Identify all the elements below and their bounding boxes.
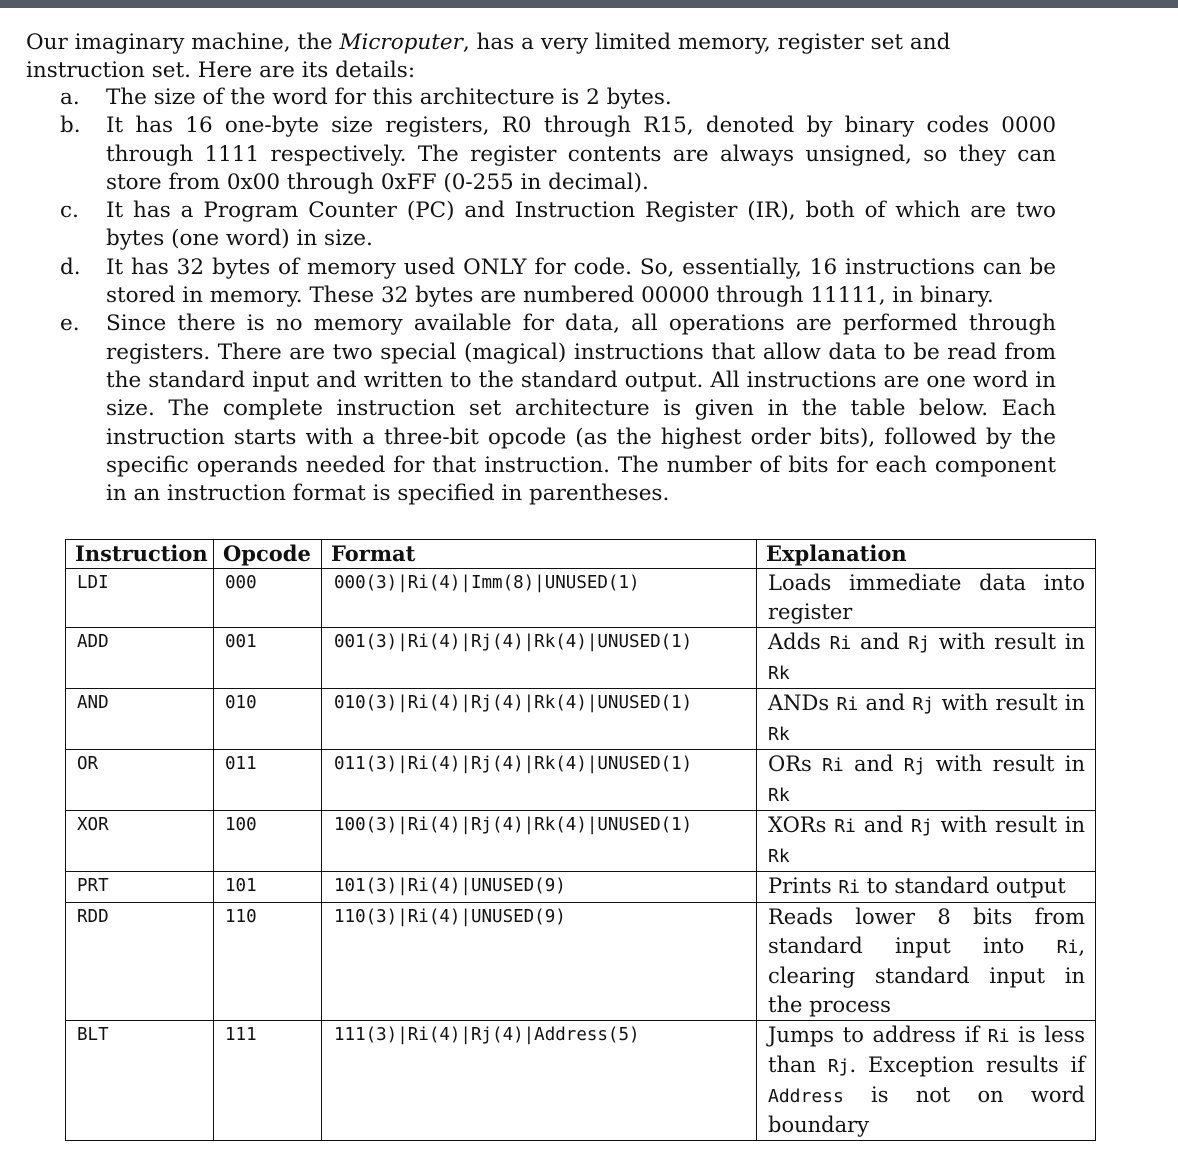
explanation-text: and: [851, 630, 909, 654]
explanation-text: , clearing standard input in the process: [768, 934, 1085, 1017]
explanation-text: with result in: [934, 691, 1085, 715]
list-marker: e.: [60, 311, 80, 337]
opcode-cell: 110: [214, 903, 322, 1021]
header-explanation: Explanation: [757, 540, 1096, 569]
explanation-text: XORs: [768, 813, 835, 837]
list-item-text: The size of the word for this architecture is 2 bytes.: [106, 85, 672, 110]
list-item-text: It has 32 bytes of memory used ONLY for code. So, essentially, 16 instructions can be stored in memory. These 32 bytes are numbered 00000 through 11111, in binary.: [106, 254, 1056, 309]
explanation-cell: [757, 811, 1096, 872]
explanation-cell: [757, 628, 1096, 689]
machine-name: Microputer: [339, 30, 463, 55]
table-row: [66, 689, 1096, 750]
format-cell: 000(3)|Ri(4)|Imm(8)|UNUSED(1): [322, 569, 757, 628]
code-term: Ri: [834, 816, 856, 837]
table-body: [66, 569, 1096, 1141]
explanation-text: with result in: [925, 752, 1085, 776]
explanation-text: and: [843, 752, 904, 776]
explanation-text: and: [855, 813, 912, 837]
explanation-cell: [757, 569, 1096, 628]
explanation-text: and: [858, 691, 913, 715]
list-item: [60, 197, 1060, 254]
code-term: Ri: [987, 1026, 1010, 1047]
code-term: Ri: [829, 633, 852, 654]
list-item: [60, 310, 1060, 508]
format-cell: 010(3)|Ri(4)|Rj(4)|Rk(4)|UNUSED(1): [322, 689, 757, 750]
code-term: Rj: [827, 1056, 850, 1077]
list-item-text: It has a Program Counter (PC) and Instruction Register (IR), both of which are two bytes (one word) in size.: [106, 198, 1056, 252]
table-row: [66, 811, 1096, 872]
explanation-text: Reads lower 8 bits from standard input into: [768, 905, 1085, 958]
format-cell: 101(3)|Ri(4)|UNUSED(9): [322, 872, 757, 903]
explanation-text: to standard output: [860, 874, 1066, 898]
instruction-cell: XOR: [66, 811, 214, 872]
table-row: [66, 872, 1096, 903]
explanation-cell: [757, 750, 1096, 811]
instruction-cell: AND: [66, 689, 214, 750]
explanation-text: is not on word boundary: [768, 1083, 1085, 1137]
explanation-text: Prints: [768, 874, 839, 898]
format-cell: 110(3)|Ri(4)|UNUSED(9): [322, 903, 757, 1021]
explanation-text: ANDs: [768, 691, 837, 715]
explanation-text: Jumps to address if: [768, 1023, 988, 1047]
instruction-set-table: [65, 539, 1096, 1141]
table-row: [66, 750, 1096, 811]
top-bar: [0, 0, 1178, 8]
details-list: [60, 84, 1060, 508]
code-term: Rk: [768, 785, 790, 806]
list-marker: a.: [60, 85, 80, 110]
opcode-cell: 001: [214, 628, 322, 689]
explanation-text: . Exception results if: [849, 1053, 1085, 1077]
code-term: Ri: [1056, 937, 1079, 958]
opcode-cell: 101: [214, 872, 322, 903]
intro-text-end: , has a very limited memory, register set and instruction set. Here are its details:: [26, 30, 951, 83]
instruction-cell: OR: [66, 750, 214, 811]
instruction-cell: BLT: [66, 1021, 214, 1141]
header-instruction: Instruction: [66, 540, 214, 569]
intro-paragraph: [26, 29, 1066, 85]
opcode-cell: 011: [214, 750, 322, 811]
explanation-cell: [757, 1021, 1096, 1141]
code-term: Rj: [911, 816, 933, 837]
opcode-cell: 010: [214, 689, 322, 750]
instruction-cell: LDI: [66, 569, 214, 628]
code-term: Ri: [836, 694, 859, 715]
intro-text-start: Our imaginary machine, the: [26, 30, 340, 55]
opcode-cell: 000: [214, 569, 322, 628]
explanation-text: with result in: [929, 630, 1085, 654]
table-row: [66, 569, 1096, 628]
list-marker: c.: [60, 198, 79, 224]
code-term: Rj: [903, 755, 926, 776]
code-term: Rj: [912, 694, 935, 715]
format-cell: 111(3)|Ri(4)|Rj(4)|Address(5): [322, 1021, 757, 1141]
explanation-cell: [757, 872, 1096, 903]
instruction-cell: ADD: [66, 628, 214, 689]
opcode-cell: 111: [214, 1021, 322, 1141]
format-cell: 001(3)|Ri(4)|Rj(4)|Rk(4)|UNUSED(1): [322, 628, 757, 689]
header-opcode: Opcode: [214, 540, 322, 569]
instruction-cell: RDD: [66, 903, 214, 1021]
list-item: [60, 112, 1060, 197]
opcode-cell: 100: [214, 811, 322, 872]
explanation-text: ORs: [768, 752, 823, 776]
format-cell: 011(3)|Ri(4)|Rj(4)|Rk(4)|UNUSED(1): [322, 750, 757, 811]
code-term: Address: [768, 1086, 844, 1107]
code-term: Ri: [822, 755, 844, 776]
list-item: [60, 254, 1060, 311]
list-item: [60, 84, 1060, 112]
table-header-row: [66, 540, 1096, 569]
explanation-cell: [757, 689, 1096, 750]
explanation-text: Adds: [768, 630, 830, 654]
code-term: Rk: [768, 846, 790, 867]
table-row: [66, 628, 1096, 689]
instruction-cell: PRT: [66, 872, 214, 903]
code-term: Rj: [908, 633, 930, 654]
explanation-text: Loads immediate data into register: [768, 571, 1085, 624]
header-format: Format: [322, 540, 757, 569]
list-item-text: Since there is no memory available for data, all operations are performed through registers. There are two special (magical) instructions that allow data to be read from the standard input and written to the standard output. All instructions are one word in size. The complete instruction set architecture is given in the table below. Each instruction starts with a three-bit opcode (as the highest order bits), followed by the specific operands needed for that instruction. The number of bits for each component in an instruction format is specified in parentheses.: [106, 311, 1056, 507]
list-item-text: It has 16 one-byte size registers, R0 through R15, denoted by binary codes 0000 through 1111 respectively. The register contents are always unsigned, so they can store from 0x00 through 0xFF (0-255 in decimal).: [106, 113, 1056, 195]
table-row: [66, 903, 1096, 1021]
explanation-text: with result in: [932, 813, 1085, 837]
code-term: Rk: [768, 663, 790, 684]
explanation-text: is less than: [768, 1023, 1085, 1077]
code-term: Ri: [838, 877, 860, 898]
format-cell: 100(3)|Ri(4)|Rj(4)|Rk(4)|UNUSED(1): [322, 811, 757, 872]
list-marker: b.: [60, 113, 81, 139]
table-row: [66, 1021, 1096, 1141]
explanation-cell: [757, 903, 1096, 1021]
list-marker: d.: [60, 254, 81, 280]
code-term: Rk: [768, 724, 790, 745]
